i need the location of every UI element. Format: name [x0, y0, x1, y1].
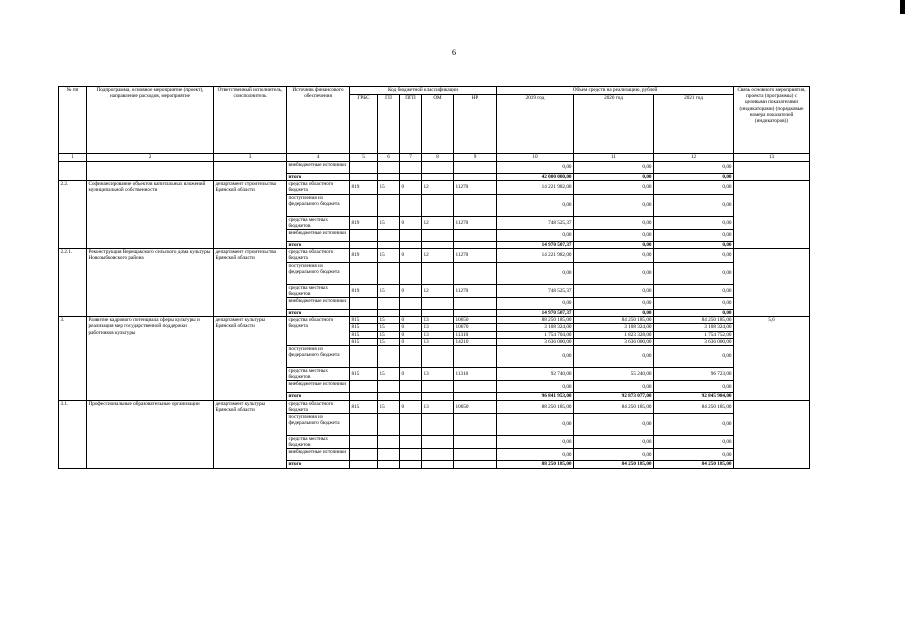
row-source: внебюджетные источники	[287, 298, 350, 310]
header-column-number: 6	[378, 154, 400, 162]
row-amount: 0,00	[574, 216, 654, 229]
row-amount: 14 970 507,37	[497, 310, 574, 317]
row-kbk-code: 0	[400, 249, 422, 262]
row-amount: 0,00	[574, 449, 654, 461]
row-amount: 0,00	[574, 230, 654, 242]
row-amount: 0,00	[654, 194, 734, 216]
row-amount: 0,00	[654, 310, 734, 317]
row-kbk-code	[378, 461, 400, 468]
row-kbk-code	[400, 230, 422, 242]
row-kbk-code	[454, 436, 497, 449]
header-kbk-НР: НР	[454, 95, 497, 154]
row-kbk-code: 819	[350, 216, 378, 229]
row-amount: 0,00	[654, 181, 734, 194]
row-kbk-code	[454, 174, 497, 181]
row-kbk-code	[422, 298, 454, 310]
row-amount: 0,00	[654, 242, 734, 249]
row-amount: 0,00	[654, 162, 734, 174]
header-kbk-ОМ: ОМ	[422, 95, 454, 154]
row-amount: 0,00	[574, 414, 654, 436]
row-kbk-code	[350, 436, 378, 449]
row-indicator-link	[734, 249, 810, 317]
row-source: внебюджетные источники	[287, 381, 350, 393]
row-amount: 0,00	[654, 249, 734, 262]
row-kbk-code	[400, 414, 422, 436]
row-kbk-code	[400, 449, 422, 461]
row-kbk-code	[454, 393, 497, 400]
row-kbk-code: 12	[422, 284, 454, 297]
header-year: 2019 год	[497, 95, 574, 154]
row-kbk-code	[378, 393, 400, 400]
row-kbk-code: 0	[400, 317, 422, 324]
row-kbk-code	[422, 346, 454, 368]
row-kbk-code	[422, 393, 454, 400]
row-kbk-code: 15	[378, 368, 400, 381]
row-kbk-code: 0	[400, 368, 422, 381]
row-number	[59, 162, 87, 181]
row-kbk-code	[454, 194, 497, 216]
header-kbk-ГРБС: ГРБС	[350, 95, 378, 154]
header-year: 2020 год	[574, 95, 654, 154]
row-kbk-code	[350, 230, 378, 242]
row-kbk-code	[454, 310, 497, 317]
row-amount: 0,00	[654, 414, 734, 436]
row-kbk-code: 0	[400, 216, 422, 229]
row-amount: 84 250 185,00	[654, 317, 734, 324]
row-kbk-code	[400, 393, 422, 400]
header-column-number: 9	[454, 154, 497, 162]
row-amount: 3 108 324,00	[497, 324, 574, 331]
row-source: поступления из федерального бюджета	[287, 346, 350, 368]
row-amount: 42 000 000,00	[497, 174, 574, 181]
row-kbk-code: 15	[378, 317, 400, 324]
row-kbk-code	[422, 436, 454, 449]
row-amount: 3 636 000,00	[497, 338, 574, 345]
row-kbk-code: 15	[378, 284, 400, 297]
row-kbk-code: 15	[378, 216, 400, 229]
row-source: итого	[287, 310, 350, 317]
row-kbk-code	[422, 381, 454, 393]
header-column-number: 1	[59, 154, 87, 162]
row-kbk-code: 815	[350, 338, 378, 345]
row-amount: 55 240,00	[574, 368, 654, 381]
row-kbk-code: 11310	[454, 331, 497, 338]
row-amount: 748 525,37	[497, 284, 574, 297]
row-kbk-code	[400, 346, 422, 368]
row-amount: 0,00	[654, 449, 734, 461]
row-amount: 0,00	[497, 436, 574, 449]
header-column-number: 11	[574, 154, 654, 162]
row-kbk-code: 815	[350, 368, 378, 381]
row-kbk-code: 11270	[454, 181, 497, 194]
row-kbk-code	[350, 414, 378, 436]
row-kbk-code	[422, 174, 454, 181]
row-source: средства местных бюджетов	[287, 436, 350, 449]
row-kbk-code	[378, 346, 400, 368]
row-source: внебюджетные источники	[287, 230, 350, 242]
header-source: Источник финансового обеспечения	[287, 87, 350, 154]
row-amount: 92 873 077,00	[574, 393, 654, 400]
row-amount: 0,00	[574, 174, 654, 181]
row-kbk-code	[350, 461, 378, 468]
row-kbk-code: 10650	[454, 400, 497, 413]
row-kbk-code	[400, 262, 422, 284]
row-amount: 88 250 185,00	[497, 461, 574, 468]
row-kbk-code	[422, 194, 454, 216]
row-indicator-link	[734, 162, 810, 181]
row-amount: 0,00	[497, 381, 574, 393]
row-measure: Реконструкция Верещакского сельского дома культуры Новозыбковского района	[87, 249, 214, 317]
row-kbk-code: 13	[422, 317, 454, 324]
row-kbk-code	[422, 230, 454, 242]
row-kbk-code: 11270	[454, 216, 497, 229]
header-kbk-ПГП: ПГП	[400, 95, 422, 154]
row-amount: 748 525,37	[497, 216, 574, 229]
row-kbk-code	[350, 449, 378, 461]
row-indicator-link	[734, 400, 810, 468]
table-row	[59, 249, 810, 262]
row-amount: 96 841 953,00	[497, 393, 574, 400]
row-kbk-code	[350, 298, 378, 310]
page-number: 6	[452, 48, 456, 57]
row-kbk-code	[454, 381, 497, 393]
row-amount: 0,00	[574, 181, 654, 194]
row-amount: 0,00	[497, 162, 574, 174]
row-kbk-code	[378, 436, 400, 449]
row-kbk-code: 11270	[454, 249, 497, 262]
row-kbk-code: 12	[422, 181, 454, 194]
row-number: 3.1.	[59, 400, 87, 468]
row-kbk-code	[400, 381, 422, 393]
row-kbk-code: 15	[378, 400, 400, 413]
row-amount: 0,00	[497, 230, 574, 242]
row-kbk-code: 0	[400, 400, 422, 413]
row-kbk-code	[378, 262, 400, 284]
header-num: № пп	[59, 87, 87, 154]
header-name: Подпрограмма, основное мероприятие (проект), направление расходов, мероприятие	[87, 87, 214, 154]
row-source: средства местных бюджетов	[287, 216, 350, 229]
header-kbk-ГП: ГП	[378, 95, 400, 154]
row-amount: 0,00	[574, 436, 654, 449]
row-amount: 3 636 000,00	[574, 338, 654, 345]
row-amount: 0,00	[654, 381, 734, 393]
row-amount: 88 250 185,00	[497, 317, 574, 324]
row-amount: 84 250 185,00	[654, 461, 734, 468]
row-kbk-code	[422, 262, 454, 284]
row-amount: 14 221 982,00	[497, 249, 574, 262]
row-kbk-code	[400, 174, 422, 181]
row-amount: 0,00	[574, 298, 654, 310]
row-kbk-code: 15	[378, 324, 400, 331]
row-kbk-code: 15	[378, 331, 400, 338]
row-kbk-code: 815	[350, 317, 378, 324]
row-kbk-code	[378, 230, 400, 242]
row-amount: 88 250 185,00	[497, 400, 574, 413]
row-measure	[87, 162, 214, 181]
row-kbk-code: 0	[400, 331, 422, 338]
row-amount: 1 823 328,00	[574, 331, 654, 338]
row-kbk-code	[378, 174, 400, 181]
row-source: итого	[287, 242, 350, 249]
row-kbk-code	[400, 298, 422, 310]
row-kbk-code	[378, 242, 400, 249]
row-amount: 3 108 324,00	[574, 324, 654, 331]
row-amount: 14 221 982,00	[497, 181, 574, 194]
row-kbk-code	[454, 449, 497, 461]
row-number: 2.2.1.	[59, 249, 87, 317]
row-kbk-code	[400, 436, 422, 449]
row-kbk-code: 13	[422, 368, 454, 381]
row-amount: 92 740,00	[497, 368, 574, 381]
row-amount: 0,00	[654, 298, 734, 310]
row-kbk-code	[422, 414, 454, 436]
row-kbk-code	[400, 194, 422, 216]
header-column-number: 4	[287, 154, 350, 162]
row-kbk-code	[350, 310, 378, 317]
row-kbk-code	[454, 242, 497, 249]
row-amount: 0,00	[574, 194, 654, 216]
row-kbk-code: 10650	[454, 317, 497, 324]
row-kbk-code: 11310	[454, 368, 497, 381]
row-kbk-code	[350, 174, 378, 181]
row-source: поступления из федерального бюджета	[287, 414, 350, 436]
row-kbk-code	[378, 414, 400, 436]
row-source: средства областного бюджета	[287, 181, 350, 194]
row-indicator-link: 5,6	[734, 317, 810, 400]
table-row	[59, 400, 810, 413]
row-amount: 0,00	[497, 298, 574, 310]
row-amount: 0,00	[654, 230, 734, 242]
row-kbk-code: 15	[378, 338, 400, 345]
row-kbk-code: 12	[422, 216, 454, 229]
row-kbk-code	[422, 449, 454, 461]
row-kbk-code: 13	[422, 331, 454, 338]
row-indicator-link	[734, 181, 810, 249]
row-amount: 0,00	[654, 284, 734, 297]
header-column-number: 2	[87, 154, 214, 162]
row-kbk-code: 0	[400, 324, 422, 331]
header-column-number: 10	[497, 154, 574, 162]
header-column-number: 7	[400, 154, 422, 162]
row-kbk-code: 819	[350, 249, 378, 262]
row-source: средства областного бюджета	[287, 317, 350, 346]
row-amount: 0,00	[574, 284, 654, 297]
row-source: средства местных бюджетов	[287, 368, 350, 381]
row-source: итого	[287, 461, 350, 468]
table-row	[59, 162, 810, 174]
row-amount: 0,00	[497, 194, 574, 216]
row-executor	[214, 162, 287, 181]
row-amount: 0,00	[574, 242, 654, 249]
row-source: поступления из федерального бюджета	[287, 194, 350, 216]
table-row	[59, 181, 810, 194]
row-executor: департамент культуры Брянской области	[214, 400, 287, 468]
row-amount: 0,00	[574, 310, 654, 317]
row-amount: 0,00	[497, 346, 574, 368]
row-kbk-code	[350, 194, 378, 216]
row-kbk-code	[400, 461, 422, 468]
row-amount: 0,00	[654, 174, 734, 181]
row-kbk-code	[350, 381, 378, 393]
row-amount: 1 754 704,00	[497, 331, 574, 338]
row-kbk-code	[454, 162, 497, 174]
row-kbk-code: 13	[422, 324, 454, 331]
row-kbk-code	[422, 242, 454, 249]
row-amount: 0,00	[654, 436, 734, 449]
row-amount: 84 250 185,00	[574, 400, 654, 413]
row-kbk-code: 815	[350, 331, 378, 338]
row-amount: 0,00	[574, 249, 654, 262]
row-kbk-code	[400, 242, 422, 249]
row-kbk-code	[378, 310, 400, 317]
row-source: средства областного бюджета	[287, 400, 350, 413]
header-link: Связь основного мероприятия, проекта (программы) с целевыми показателями (индикаторами) (порядковые номера показателей (индикаторов))	[734, 87, 810, 154]
row-kbk-code	[422, 461, 454, 468]
header-column-number: 3	[214, 154, 287, 162]
row-amount: 0,00	[654, 216, 734, 229]
row-source: итого	[287, 174, 350, 181]
row-kbk-code: 819	[350, 284, 378, 297]
row-kbk-code	[454, 346, 497, 368]
scan-edge-mark	[900, 0, 905, 14]
row-measure: Софинансирование объектов капитальных вложений муниципальной собственности	[87, 181, 214, 249]
header-kbk-group: Код бюджетной классификации	[350, 87, 497, 95]
row-kbk-code	[378, 162, 400, 174]
row-kbk-code: 10670	[454, 324, 497, 331]
row-measure: Развитие кадрового потенциала сферы культуры и реализация мер государственной поддержки работников культуры	[87, 317, 214, 400]
row-measure: Профессиональные образовательные организации	[87, 400, 214, 468]
table-row	[59, 317, 810, 324]
row-amount: 3 636 000,00	[654, 338, 734, 345]
row-kbk-code: 13	[422, 400, 454, 413]
row-kbk-code	[378, 449, 400, 461]
row-amount: 3 108 324,00	[654, 324, 734, 331]
row-kbk-code	[422, 162, 454, 174]
row-kbk-code: 819	[350, 181, 378, 194]
header-column-number: 12	[654, 154, 734, 162]
row-kbk-code	[400, 310, 422, 317]
header-volume-group: Объем средств на реализацию, рублей	[497, 87, 734, 95]
row-kbk-code: 15	[378, 249, 400, 262]
row-amount: 0,00	[497, 262, 574, 284]
row-kbk-code	[350, 162, 378, 174]
row-source: итого	[287, 393, 350, 400]
row-amount: 0,00	[574, 346, 654, 368]
row-kbk-code: 815	[350, 400, 378, 413]
row-amount: 0,00	[497, 449, 574, 461]
row-amount: 0,00	[654, 262, 734, 284]
row-kbk-code	[350, 393, 378, 400]
row-number: 2.2.	[59, 181, 87, 249]
row-amount: 1 754 752,00	[654, 331, 734, 338]
row-kbk-code: 11270	[454, 284, 497, 297]
budget-table	[58, 86, 810, 469]
row-kbk-code	[378, 194, 400, 216]
row-kbk-code: 0	[400, 181, 422, 194]
row-amount: 96 723,00	[654, 368, 734, 381]
header-year: 2021 год	[654, 95, 734, 154]
row-amount: 14 970 507,37	[497, 242, 574, 249]
row-kbk-code	[378, 381, 400, 393]
row-kbk-code: 14210	[454, 338, 497, 345]
row-kbk-code	[454, 298, 497, 310]
row-amount: 0,00	[574, 162, 654, 174]
row-kbk-code	[400, 162, 422, 174]
row-kbk-code: 15	[378, 181, 400, 194]
row-source: внебюджетные источники	[287, 162, 350, 174]
row-amount: 84 250 185,00	[574, 317, 654, 324]
row-kbk-code: 0	[400, 338, 422, 345]
row-amount: 0,00	[654, 346, 734, 368]
row-source: поступления из федерального бюджета	[287, 262, 350, 284]
row-kbk-code	[350, 242, 378, 249]
row-kbk-code	[422, 310, 454, 317]
row-amount: 84 250 185,00	[574, 461, 654, 468]
header-column-number: 13	[734, 154, 810, 162]
row-executor: департамент культуры Брянской области	[214, 317, 287, 400]
row-amount: 0,00	[574, 262, 654, 284]
row-source: внебюджетные источники	[287, 449, 350, 461]
row-kbk-code	[454, 262, 497, 284]
row-source: средства областного бюджета	[287, 249, 350, 262]
row-kbk-code: 815	[350, 324, 378, 331]
row-kbk-code: 12	[422, 249, 454, 262]
row-amount: 0,00	[497, 414, 574, 436]
row-kbk-code	[378, 298, 400, 310]
row-kbk-code	[454, 414, 497, 436]
header-column-number: 5	[350, 154, 378, 162]
row-executor: департамент строительства Брянской области	[214, 249, 287, 317]
row-amount: 84 250 185,00	[654, 400, 734, 413]
row-source: средства местных бюджетов	[287, 284, 350, 297]
row-executor: департамент строительства Брянской области	[214, 181, 287, 249]
row-kbk-code	[350, 346, 378, 368]
row-kbk-code	[454, 230, 497, 242]
row-amount: 0,00	[574, 381, 654, 393]
row-amount: 92 845 984,00	[654, 393, 734, 400]
row-number: 3.	[59, 317, 87, 400]
row-kbk-code: 13	[422, 338, 454, 345]
header-column-number: 8	[422, 154, 454, 162]
header-executor: Ответственный исполнитель, соисполнитель	[214, 87, 287, 154]
row-kbk-code	[350, 262, 378, 284]
row-kbk-code: 0	[400, 284, 422, 297]
row-kbk-code	[454, 461, 497, 468]
